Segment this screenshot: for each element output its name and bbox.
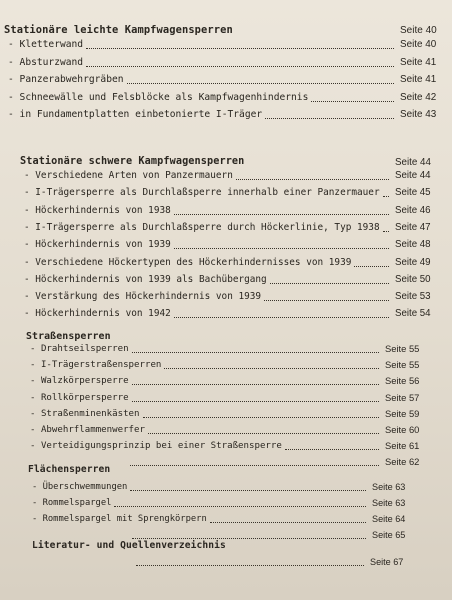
toc-page-number: Seite 44 [395,170,431,181]
toc-page-number: Seite 67 [370,557,404,567]
section-heading: Literatur- und Quellenverzeichnis [32,540,226,551]
leader-dots [86,46,394,49]
toc-page-number: Seite 54 [395,308,431,320]
toc-page-number: Seite 56 [385,375,420,387]
toc-entry-title: - Verstärkung des Höckerhindernis von 1939 [24,291,262,303]
leader-dots [285,447,379,450]
leader-dots [127,81,394,84]
toc-entry [0,74,452,86]
section-heading: Stationäre schwere Kampfwagensperren [20,156,245,167]
leader-dots [114,504,366,507]
section-heading: Flächensperren [28,464,111,475]
leader-dots [132,382,379,385]
toc-entry [0,359,452,371]
toc-entry [0,408,452,420]
toc-page-number: Seite 65 [372,530,406,540]
toc-page-number: Seite 41 [400,56,437,68]
leader-dots [383,194,389,197]
toc-entry-title: - Höckerhindernis von 1942 [24,308,171,320]
toc-entry [0,308,452,320]
toc-entry [0,513,452,525]
toc-entry [0,291,452,303]
toc-entry [0,424,452,436]
toc-entry-title: - Rommelspargel [32,498,112,508]
leader-dots [132,536,366,539]
leader-dots [143,415,380,418]
toc-page-number: Seite 59 [385,407,420,419]
toc-page-number: Seite 61 [385,440,420,452]
toc-entry [0,39,452,51]
toc-page-number: Seite 42 [400,91,437,103]
leader-dots [130,463,379,466]
toc-entry-title: - Panzerabwehrgräben [8,74,124,85]
leader-dots [136,563,364,566]
leader-dots [86,64,394,67]
leader-dots [132,350,379,353]
toc-page-number: Seite 62 [385,456,420,468]
toc-page-number: Seite 50 [395,273,431,285]
toc-page-number: Seite 55 [385,343,420,354]
toc-entry [0,556,452,568]
toc-page-number: Seite 40 [400,39,437,50]
toc-entry-title: - Höckerhindernis von 1939 [24,239,171,251]
toc-entry [0,375,452,387]
leader-dots [174,315,389,318]
toc-entry [0,257,452,269]
toc-entry [0,343,452,355]
leader-dots [210,520,366,523]
toc-entry [0,392,452,404]
toc-entry-title: - Höckerhindernis von 1939 als Bachübergang [24,273,267,285]
toc-entry [0,239,452,251]
toc-entry-title: - Drahtseilsperren [30,344,129,354]
toc-entry-title: - Überschwemmungen [32,482,128,492]
toc-entry-title: - I-Trägersperre als Durchlaßsperre durch Höckerlinie, Typ 1938 [24,221,380,233]
toc-entry [0,440,452,452]
leader-dots [130,488,366,491]
section-page-number: Seite 40 [400,25,437,36]
toc-entry-title: - Walzkörpersperre [30,376,129,387]
leader-dots [354,264,389,267]
toc-page-number: Seite 63 [372,498,406,508]
leader-dots [174,246,389,249]
toc-page-number: Seite 49 [395,256,431,268]
toc-page-number: Seite 57 [385,391,420,403]
toc-page-number: Seite 46 [395,204,431,216]
leader-dots [132,399,379,402]
leader-dots [236,177,389,180]
leader-dots [383,229,389,232]
leader-dots [264,298,389,301]
toc-entry [0,205,452,217]
toc-entry-title: - in Fundamentplatten einbetonierte I-Träger [8,109,263,120]
toc-entry-title: - Straßenminenkästen [30,408,140,419]
toc-entry [0,497,452,509]
toc-entry-title: - Kletterwand [8,39,84,50]
toc-entry-title: - Rommelspargel mit Sprengkörpern [32,514,207,524]
toc-page-number: Seite 53 [395,291,431,303]
toc-page-number: Seite 43 [400,109,437,120]
toc-entry-title: - Verschiedene Arten von Panzermauern [24,170,233,181]
toc-page-number: Seite 48 [395,239,431,251]
toc-entry-title: - Rollkörpersperre [30,392,129,403]
leader-dots [270,281,389,284]
toc-page-number: Seite 55 [385,359,420,371]
leader-dots [174,212,389,215]
toc-page-number: Seite 41 [400,74,437,85]
toc-page-number: Seite 45 [395,187,431,199]
toc-page-number: Seite 63 [372,482,406,492]
section-heading: Straßensperren [26,331,111,342]
leader-dots [265,116,394,119]
toc-entry [0,222,452,234]
toc-page-number: Seite 64 [372,514,406,524]
toc-entry-title: - Absturzwand [8,56,84,68]
toc-entry-title: - Schneewälle und Felsblöcke als Kampfwagenhindernis [8,91,309,103]
leader-dots [311,99,394,102]
toc-entry [0,274,452,286]
toc-entry [0,481,452,493]
toc-page-number: Seite 60 [385,424,420,435]
toc-entry-title: - I-Trägerstraßensperren [30,360,162,371]
toc-entry [0,170,452,182]
toc-entry [0,187,452,199]
toc-entry-title: - I-Trägersperre als Durchlaßsperre innerhalb einer Panzermauer [24,187,380,199]
toc-entry [0,109,452,121]
leader-dots [164,366,379,369]
toc-entry-title: - Höckerhindernis von 1938 [24,204,171,216]
toc-entry-title: - Verschiedene Höckertypen des Höckerhindernisses von 1939 [24,256,352,268]
toc-entry [0,57,452,69]
section-heading: Stationäre leichte Kampfwagensperren [4,24,233,36]
leader-dots [148,431,379,434]
toc-page-number: Seite 47 [395,221,431,233]
toc-entry-title: - Abwehrflammenwerfer [30,425,145,435]
toc-entry-title: - Verteidigungsprinzip bei einer Straßensperre [30,441,282,452]
section-page-number: Seite 44 [395,157,431,168]
toc-entry [0,92,452,104]
